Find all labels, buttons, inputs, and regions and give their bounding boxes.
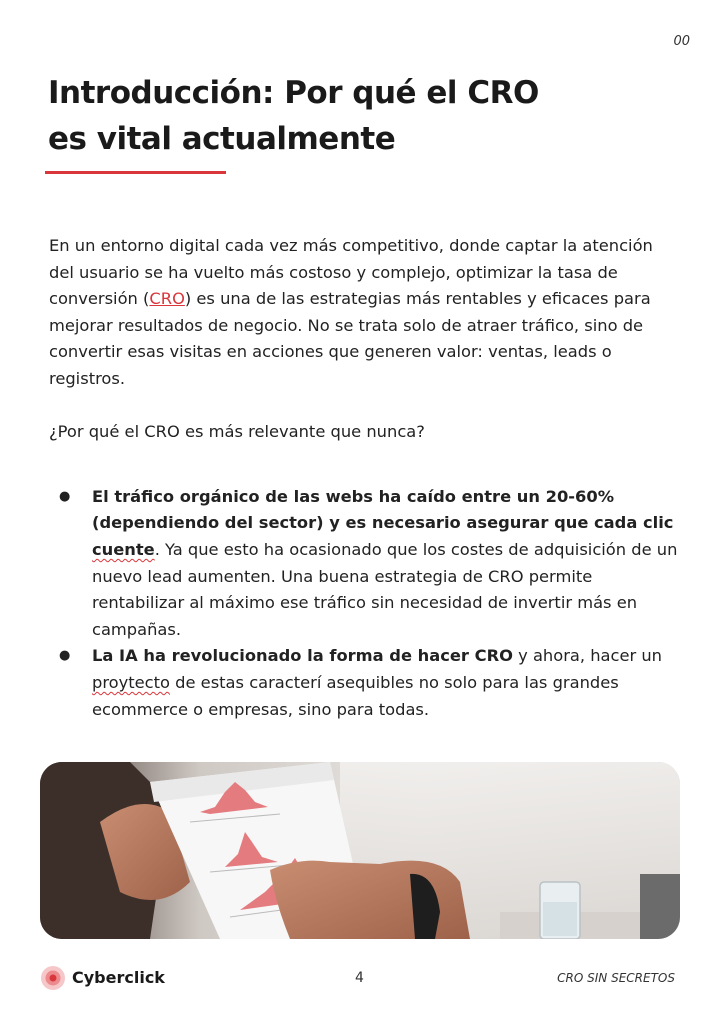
title-line-2: es vital actualmente	[48, 121, 396, 157]
footer-brand: Cyberclick	[72, 968, 165, 987]
bullet-2-bold: La IA ha revolucionado la forma de hacer CRO	[92, 646, 513, 666]
bullet-icon: ●	[59, 648, 71, 664]
bullet-list	[49, 484, 679, 723]
bullet-1-bold: El tráfico orgánico de las webs ha caído entre un 20-60% (dependiendo del sector) y es necesario asegurar que cada clic	[92, 486, 674, 533]
cro-link[interactable]: CRO	[149, 289, 185, 309]
page-title	[48, 70, 539, 162]
bullet-2-underlined: proytecto	[92, 672, 170, 692]
bullet-2-text-1: y ahora, hacer un	[512, 646, 663, 666]
bullet-1-underlined: cuente	[92, 539, 155, 559]
intro-text-2: ) es una de las estrategias más rentables y eficaces para mejorar resultados de negocio. No se trata solo de atraer tráfico, sino de convertir esas visitas en acciones que generen valor: ventas, leads o registros.	[49, 289, 651, 388]
intro-text-1: En un entorno digital cada vez más competitivo, donde captar la atención del usuario se ha vuelto más costoso y complejo, optimizar la tasa de conversión (	[49, 236, 653, 309]
title-line-1: Introducción: Por qué el CRO	[48, 75, 539, 111]
bullet-2-text-2: de estas caracterí asequibles no solo para las grandes ecommerce o empresas, sino para todas.	[92, 672, 619, 719]
list-item	[49, 643, 679, 723]
section-question: ¿Por qué el CRO es más relevante que nunca?	[49, 422, 425, 442]
bullet-icon: ●	[59, 488, 71, 504]
footer-page-number: 4	[355, 970, 364, 986]
intro-paragraph	[49, 233, 679, 393]
list-item	[49, 484, 679, 644]
bullet-1-text: . Ya que esto ha ocasionado que los costes de adquisición de un nuevo lead aumenten. Una buena estrategia de CRO permite rentabilizar al máximo ese tráfico sin necesidad de invertir más en campañas.	[92, 539, 678, 639]
footer-document-title: CRO SIN SECRETOS	[557, 971, 675, 985]
body-text	[49, 233, 679, 723]
page-label: 00	[673, 34, 690, 49]
chart-photo	[40, 762, 680, 939]
cyberclick-logo-icon	[40, 965, 66, 991]
title-underline	[45, 171, 226, 174]
